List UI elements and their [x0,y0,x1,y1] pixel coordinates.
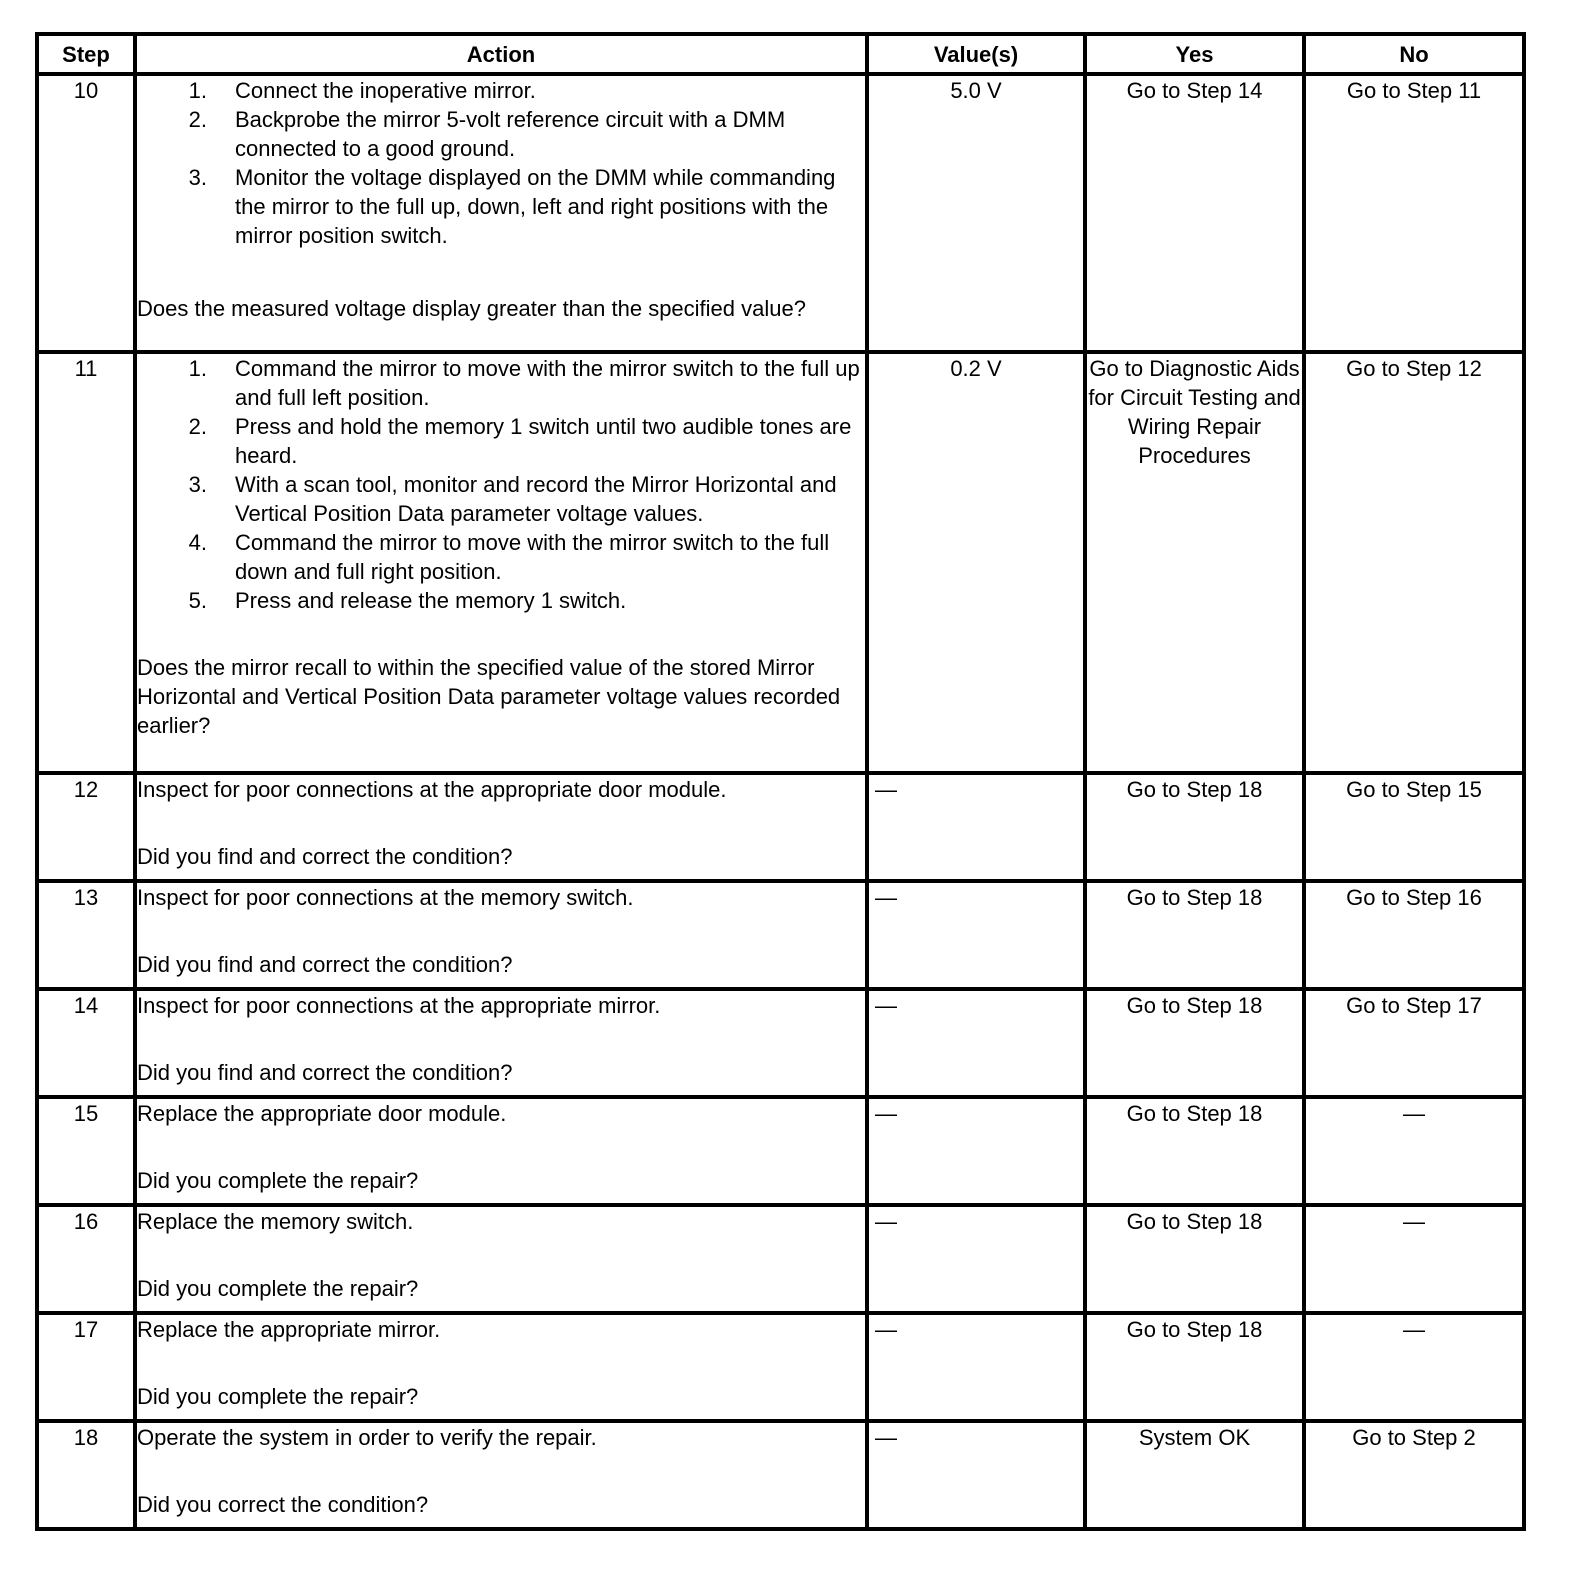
action-cell [135,881,867,989]
action-cell [135,352,867,773]
step-number: 11 [37,352,135,773]
action-question: Did you complete the repair? [137,1168,419,1193]
table-row [37,74,1524,352]
header-action: Action [135,34,867,74]
action-question: Did you find and correct the condition? [137,844,513,869]
header-no: No [1304,34,1524,74]
action-cell [135,773,867,881]
action-instruction: Replace the memory switch. [137,1209,414,1234]
no-cell: Go to Step 12 [1304,352,1524,773]
yes-cell: Go to Step 18 [1085,1313,1304,1421]
step-number: 10 [37,74,135,352]
yes-cell: Go to Step 14 [1085,74,1304,352]
step-number: 17 [37,1313,135,1421]
yes-cell: Go to Step 18 [1085,1205,1304,1313]
value-cell: — [867,989,1085,1097]
yes-cell: Go to Step 18 [1085,773,1304,881]
action-question: Did you find and correct the condition? [137,1060,513,1085]
table-row [37,881,1524,989]
table-row [37,352,1524,773]
diagnostic-table [35,32,1526,1531]
action-question: Does the measured voltage display greater than the specified value? [137,296,806,321]
value-cell: 0.2 V [867,352,1085,773]
action-question: Does the mirror recall to within the specified value of the stored Mirror Horizontal and Vertical Position Data parameter voltage values recorded earlier? [137,655,841,738]
action-instruction: Inspect for poor connections at the appropriate door module. [137,777,727,802]
no-cell: — [1304,1313,1524,1421]
step-number: 12 [37,773,135,881]
list-item: 2. Backprobe the mirror 5-volt reference circuit with a DMM connected to a good ground. [188,107,786,161]
action-instruction: Inspect for poor connections at the appropriate mirror. [137,993,661,1018]
step-number: 15 [37,1097,135,1205]
no-cell: Go to Step 16 [1304,881,1524,989]
yes-cell: Go to Step 18 [1085,881,1304,989]
list-item: 2. Press and hold the memory 1 switch until two audible tones are heard. [188,414,852,468]
value-cell: — [867,881,1085,989]
no-cell: — [1304,1097,1524,1205]
no-cell: Go to Step 15 [1304,773,1524,881]
value-cell: — [867,1313,1085,1421]
value-cell: 5.0 V [867,74,1085,352]
header-step: Step [37,34,135,74]
action-question: Did you complete the repair? [137,1384,419,1409]
no-cell: — [1304,1205,1524,1313]
table-row [37,1097,1524,1205]
list-item: 3. Monitor the voltage displayed on the DMM while commanding the mirror to the full up, down, left and right positions with the mirror position switch. [188,165,836,248]
action-question: Did you complete the repair? [137,1276,419,1301]
yes-cell: Go to Diagnostic Aids for Circuit Testing and Wiring Repair Procedures [1085,352,1304,773]
table-header-row [37,34,1524,74]
action-question: Did you find and correct the condition? [137,952,513,977]
action-instruction: Replace the appropriate door module. [137,1101,507,1126]
list-item: 1. Connect the inoperative mirror. [188,78,536,103]
action-cell [135,1313,867,1421]
header-yes: Yes [1085,34,1304,74]
yes-cell: System OK [1085,1421,1304,1529]
value-cell: — [867,773,1085,881]
no-cell: Go to Step 2 [1304,1421,1524,1529]
list-item: 1. Command the mirror to move with the mirror switch to the full up and full left position. [188,356,860,410]
step-number: 16 [37,1205,135,1313]
yes-cell: Go to Step 18 [1085,989,1304,1097]
table-row [37,1313,1524,1421]
step-number: 13 [37,881,135,989]
no-cell: Go to Step 11 [1304,74,1524,352]
value-cell: — [867,1421,1085,1529]
action-cell [135,1097,867,1205]
action-instruction: Operate the system in order to verify the repair. [137,1425,597,1450]
action-cell [135,1421,867,1529]
table-row [37,773,1524,881]
table-row [37,989,1524,1097]
list-item: 5. Press and release the memory 1 switch. [188,588,627,613]
table-row [37,1421,1524,1529]
header-value: Value(s) [867,34,1085,74]
step-number: 18 [37,1421,135,1529]
action-cell [135,989,867,1097]
yes-cell: Go to Step 18 [1085,1097,1304,1205]
value-cell: — [867,1205,1085,1313]
list-item: 3. With a scan tool, monitor and record the Mirror Horizontal and Vertical Position Data parameter voltage values. [188,472,837,526]
action-question: Did you correct the condition? [137,1492,429,1517]
action-steps-list [137,76,865,250]
action-instruction: Replace the appropriate mirror. [137,1317,441,1342]
list-item: 4. Command the mirror to move with the mirror switch to the full down and full right position. [188,530,830,584]
action-steps-list [137,354,865,615]
table-row [37,1205,1524,1313]
step-number: 14 [37,989,135,1097]
no-cell: Go to Step 17 [1304,989,1524,1097]
action-instruction: Inspect for poor connections at the memory switch. [137,885,634,910]
action-cell [135,74,867,352]
value-cell: — [867,1097,1085,1205]
action-cell [135,1205,867,1313]
